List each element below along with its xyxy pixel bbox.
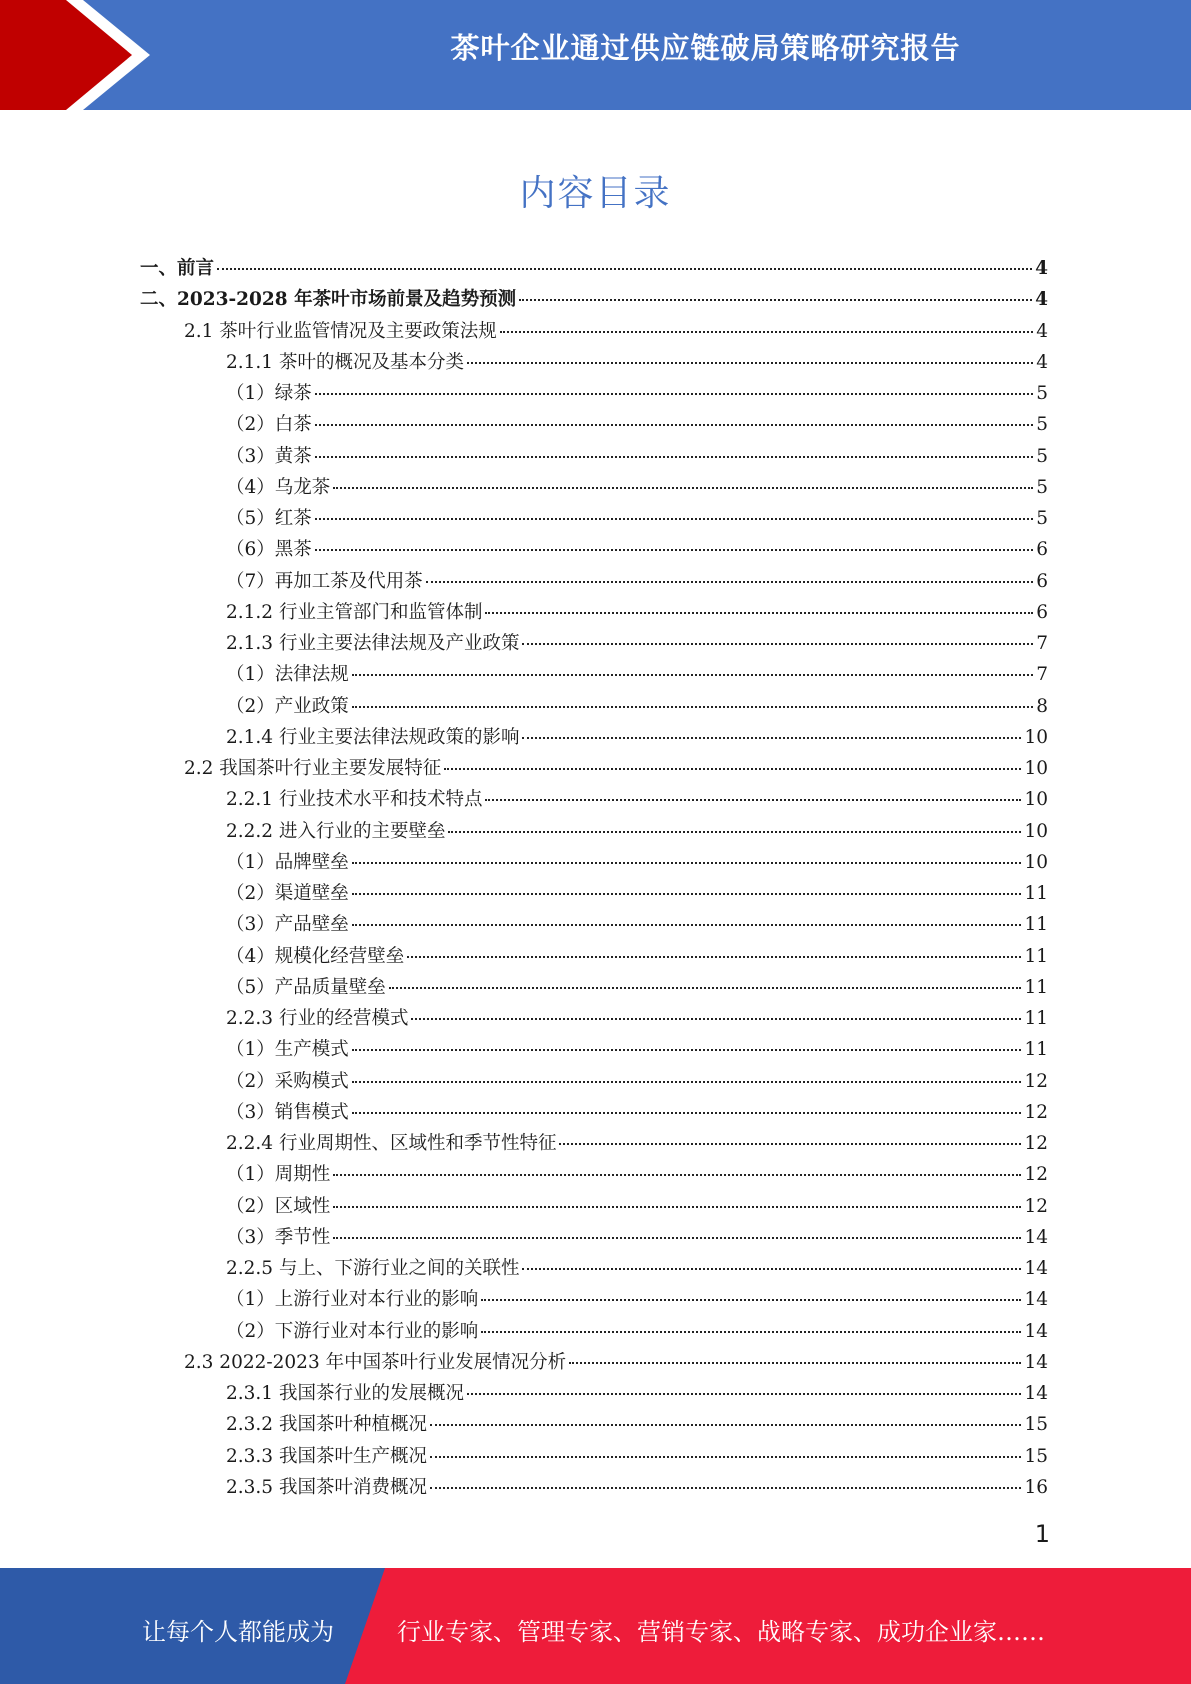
toc-dot-leader: [430, 1487, 1021, 1489]
toc-entry[interactable]: [140, 598, 1048, 629]
toc-entry[interactable]: [140, 1317, 1048, 1348]
toc-entry-title: （5）产品质量壁垒: [226, 976, 386, 998]
toc-entry[interactable]: [140, 1285, 1048, 1316]
toc-entry-title: （3）季节性: [226, 1226, 331, 1248]
toc-entry-page: 5: [1036, 414, 1048, 436]
header-arrow-shape: [0, 0, 132, 110]
toc-entry-title: 2.2.5 与上、下游行业之间的关联性: [226, 1258, 520, 1279]
toc-entry-title: （2）白茶: [226, 414, 312, 436]
toc-entry-page: 10: [1024, 789, 1048, 811]
toc-entry[interactable]: [140, 442, 1048, 473]
toc-dot-leader: [352, 1081, 1022, 1083]
footer-slogan-right: 行业专家、管理专家、营销专家、战略专家、成功企业家……: [397, 1618, 1045, 1646]
toc-entry[interactable]: [140, 785, 1048, 816]
toc-entry[interactable]: [140, 1160, 1048, 1191]
toc-title: 内容目录: [519, 173, 672, 214]
toc-entry[interactable]: [140, 285, 1048, 316]
footer-banner: [0, 1568, 1191, 1684]
toc-entry-title: 2.3.3 我国茶叶生产概况: [226, 1445, 427, 1467]
toc-dot-leader: [500, 331, 1033, 333]
toc-dot-leader: [389, 987, 1022, 989]
toc-entry-title: （2）采购模式: [226, 1070, 349, 1092]
toc-entry-page: 11: [1024, 914, 1048, 936]
toc-entry-page: 10: [1024, 726, 1048, 748]
toc-dot-leader: [481, 1331, 1021, 1333]
toc-entry-page: 5: [1036, 383, 1048, 404]
toc-entry-title: 2.2.1 行业技术水平和技术特点: [226, 789, 483, 811]
toc-entry[interactable]: [140, 942, 1048, 973]
toc-entry-page: 14: [1024, 1320, 1048, 1342]
toc-entry-page: 5: [1036, 476, 1048, 498]
toc-entry-title: 2.2.2 进入行业的主要壁垒: [226, 820, 446, 842]
footer-slogan-left: 让每个人都能成为: [142, 1618, 334, 1646]
toc-dot-leader: [315, 456, 1033, 458]
toc-entry-title: 2.3.1 我国茶行业的发展概况: [226, 1383, 464, 1404]
toc-dot-leader: [315, 518, 1033, 520]
toc-entry-title: 2.1 茶叶行业监管情况及主要政策法规: [184, 320, 497, 342]
toc-entry-title: 2.1.4 行业主要法律法规政策的影响: [226, 726, 520, 748]
toc-entry-page: 16: [1024, 1476, 1048, 1498]
toc-dot-leader: [407, 956, 1021, 958]
toc-entry[interactable]: [140, 348, 1048, 379]
toc-dot-leader: [467, 362, 1033, 364]
table-of-contents: [140, 254, 1048, 1504]
toc-entry-page: 12: [1024, 1164, 1048, 1186]
toc-dot-leader: [430, 1456, 1021, 1458]
toc-entry-title: 2.2.3 行业的经营模式: [226, 1008, 409, 1029]
toc-entry-title: （2）区域性: [226, 1195, 331, 1217]
toc-entry[interactable]: [140, 848, 1048, 879]
toc-entry-page: 12: [1024, 1133, 1048, 1154]
toc-dot-leader: [411, 1018, 1021, 1020]
toc-entry[interactable]: [140, 1410, 1048, 1441]
toc-dot-leader: [333, 1237, 1021, 1239]
toc-dot-leader: [352, 706, 1033, 708]
toc-entry[interactable]: [140, 754, 1048, 785]
toc-dot-leader: [522, 643, 1033, 645]
toc-dot-leader: [352, 1049, 1022, 1051]
toc-entry-title: 二、2023-2028 年茶叶市场前景及趋势预测: [140, 289, 517, 311]
toc-dot-leader: [352, 893, 1022, 895]
toc-dot-leader: [333, 1174, 1021, 1176]
toc-entry[interactable]: [140, 1004, 1048, 1035]
toc-entry-title: （1）生产模式: [226, 1039, 349, 1061]
toc-entry-title: （5）红茶: [226, 508, 312, 529]
toc-entry[interactable]: [140, 1348, 1048, 1379]
toc-dot-leader: [352, 674, 1033, 676]
toc-entry-title: 2.3 2022-2023 年中国茶叶行业发展情况分析: [184, 1351, 567, 1373]
toc-entry-page: 6: [1036, 601, 1048, 623]
toc-entry-page: 14: [1024, 1258, 1048, 1279]
toc-dot-leader: [485, 612, 1033, 614]
toc-entry[interactable]: [140, 692, 1048, 723]
toc-entry[interactable]: [140, 910, 1048, 941]
toc-entry[interactable]: [140, 973, 1048, 1004]
toc-entry[interactable]: [140, 1473, 1048, 1504]
toc-entry[interactable]: [140, 723, 1048, 754]
toc-entry-page: 11: [1024, 1008, 1048, 1029]
toc-entry-page: 4: [1036, 320, 1048, 342]
toc-entry-page: 7: [1036, 633, 1048, 654]
toc-entry[interactable]: [140, 1067, 1048, 1098]
toc-dot-leader: [333, 487, 1033, 489]
toc-entry-title: （1）上游行业对本行业的影响: [226, 1289, 479, 1311]
toc-dot-leader: [315, 393, 1033, 395]
toc-dot-leader: [467, 1393, 1021, 1395]
toc-entry-title: （1）周期性: [226, 1164, 331, 1186]
toc-entry-page: 12: [1024, 1195, 1048, 1217]
toc-entry[interactable]: [140, 1192, 1048, 1223]
toc-entry[interactable]: [140, 473, 1048, 504]
toc-entry-page: 6: [1036, 539, 1048, 561]
toc-entry[interactable]: [140, 629, 1048, 660]
toc-entry-title: （6）黑茶: [226, 539, 312, 561]
toc-entry-title: （3）销售模式: [226, 1101, 349, 1123]
toc-entry[interactable]: [140, 410, 1048, 441]
toc-entry[interactable]: [140, 1129, 1048, 1160]
toc-entry[interactable]: [140, 379, 1048, 410]
toc-dot-leader: [559, 1143, 1021, 1145]
toc-entry-page: 15: [1024, 1445, 1048, 1467]
toc-entry[interactable]: [140, 1035, 1048, 1066]
toc-entry[interactable]: [140, 1442, 1048, 1473]
toc-dot-leader: [522, 737, 1021, 739]
toc-entry-page: 14: [1024, 1289, 1048, 1311]
toc-entry[interactable]: [140, 1098, 1048, 1129]
toc-entry-page: 10: [1024, 851, 1048, 873]
toc-entry-page: 11: [1024, 883, 1048, 904]
toc-entry-title: 2.1.2 行业主管部门和监管体制: [226, 601, 483, 623]
toc-dot-leader: [333, 1206, 1021, 1208]
toc-entry-title: （1）绿茶: [226, 383, 312, 404]
toc-dot-leader: [448, 831, 1021, 833]
toc-entry-page: 11: [1024, 945, 1048, 967]
toc-entry-page: 11: [1024, 1039, 1048, 1061]
header-banner: [0, 0, 1191, 110]
toc-entry-page: 14: [1024, 1226, 1048, 1248]
toc-entry[interactable]: [140, 504, 1048, 535]
toc-dot-leader: [315, 424, 1033, 426]
toc-entry-title: 一、前言: [140, 258, 215, 279]
toc-entry-title: （1）法律法规: [226, 664, 349, 686]
toc-entry[interactable]: [140, 817, 1048, 848]
toc-entry-title: 2.3.5 我国茶叶消费概况: [226, 1476, 427, 1498]
toc-entry-title: （3）黄茶: [226, 445, 312, 467]
toc-entry-page: 15: [1024, 1414, 1048, 1436]
toc-entry-page: 4: [1035, 289, 1048, 311]
page-number: 1: [1034, 1520, 1050, 1548]
toc-dot-leader: [352, 1112, 1022, 1114]
toc-entry[interactable]: [140, 660, 1048, 691]
toc-dot-leader: [519, 299, 1032, 301]
toc-dot-leader: [352, 924, 1022, 926]
toc-dot-leader: [485, 799, 1021, 801]
toc-entry-title: 2.2 我国茶叶行业主要发展特征: [184, 758, 442, 779]
toc-entry[interactable]: [140, 254, 1048, 285]
toc-entry-page: 5: [1036, 445, 1048, 467]
toc-entry[interactable]: [140, 1223, 1048, 1254]
toc-entry[interactable]: [140, 535, 1048, 566]
toc-entry-title: （4）规模化经营壁垒: [226, 945, 405, 967]
toc-dot-leader: [481, 1299, 1021, 1301]
toc-dot-leader: [444, 768, 1021, 770]
toc-entry[interactable]: [140, 879, 1048, 910]
toc-entry-page: 7: [1036, 664, 1048, 686]
toc-entry-page: 14: [1024, 1383, 1048, 1404]
toc-entry-title: 2.1.1 茶叶的概况及基本分类: [226, 351, 464, 373]
toc-entry-page: 8: [1036, 695, 1048, 717]
toc-entry[interactable]: [140, 1379, 1048, 1410]
toc-entry-page: 14: [1024, 1351, 1048, 1373]
toc-entry[interactable]: [140, 317, 1048, 348]
toc-entry[interactable]: [140, 567, 1048, 598]
toc-dot-leader: [426, 581, 1033, 583]
toc-entry-page: 12: [1024, 1070, 1048, 1092]
toc-dot-leader: [430, 1424, 1021, 1426]
toc-entry-page: 10: [1024, 758, 1048, 779]
toc-entry-title: （2）下游行业对本行业的影响: [226, 1320, 479, 1342]
toc-entry-title: 2.1.3 行业主要法律法规及产业政策: [226, 633, 520, 654]
toc-dot-leader: [352, 862, 1022, 864]
toc-dot-leader: [217, 268, 1032, 270]
toc-dot-leader: [522, 1268, 1021, 1270]
toc-entry-title: 2.3.2 我国茶叶种植概况: [226, 1414, 427, 1436]
toc-entry-title: （2）产业政策: [226, 695, 349, 717]
toc-entry-title: （3）产品壁垒: [226, 914, 349, 936]
toc-entry-page: 4: [1035, 258, 1048, 279]
toc-entry-title: （7）再加工茶及代用茶: [226, 570, 423, 592]
toc-entry-page: 12: [1024, 1101, 1048, 1123]
toc-entry[interactable]: [140, 1254, 1048, 1285]
toc-entry-page: 11: [1024, 976, 1048, 998]
toc-entry-page: 6: [1036, 570, 1048, 592]
toc-dot-leader: [315, 549, 1033, 551]
toc-entry-title: （2）渠道壁垒: [226, 883, 349, 904]
toc-entry-page: 5: [1036, 508, 1048, 529]
toc-entry-title: （4）乌龙茶: [226, 476, 331, 498]
toc-dot-leader: [569, 1362, 1021, 1364]
toc-entry-page: 4: [1036, 351, 1048, 373]
toc-entry-title: （1）品牌壁垒: [226, 851, 349, 873]
toc-entry-page: 10: [1024, 820, 1048, 842]
toc-entry-title: 2.2.4 行业周期性、区域性和季节性特征: [226, 1133, 557, 1154]
report-title: 茶叶企业通过供应链破局策略研究报告: [450, 31, 961, 65]
